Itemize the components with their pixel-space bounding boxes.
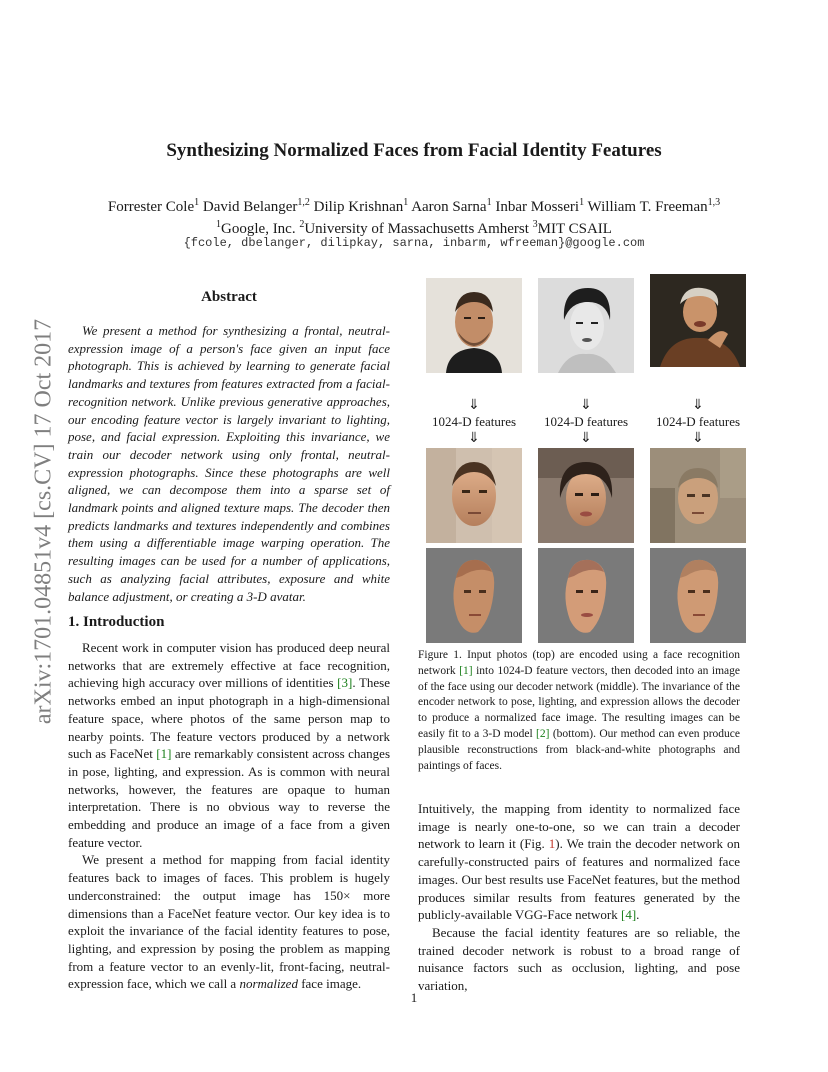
author-list	[0, 194, 828, 216]
figure-reference-link[interactable]: 1	[548, 836, 556, 852]
citation-link[interactable]: [4]	[621, 907, 637, 923]
down-arrow-icon: ⇓	[692, 430, 704, 446]
page-number: 1	[410, 990, 418, 1005]
decoded-face-man	[426, 448, 522, 543]
feature-label: 1024-D features	[431, 414, 517, 429]
arxiv-identifier: arXiv:1701.04851v4 [cs.CV] 17 Oct 2017	[30, 318, 57, 725]
citation-link[interactable]: [1]	[459, 664, 473, 677]
paper-title: Synthesizing Normalized Faces from Facial Identity Features	[166, 140, 662, 161]
feature-label: 1024-D features	[655, 414, 741, 429]
author-name: Aaron Sarna	[411, 199, 487, 215]
citation-link[interactable]: [3]	[337, 675, 353, 691]
feature-label: 1024-D features	[543, 414, 629, 429]
down-arrow-icon: ⇓	[580, 397, 592, 413]
figure-caption: Figure 1. Input photos (top) are encoded using a face recognition network [1] into 1024-D feature vectors, then decoded into an image of the face using our decoder network (middle). The invariance of the encoder network to pose, lighting, and expression allows the decoder to produce a normalized face image. The resulting images can be easily fit to a 3-D model [2] (bottom). Our method can even produce plausible reconstructions from black-and-white photographs and paintings of faces.	[418, 649, 741, 772]
input-painting-portrait	[650, 274, 746, 367]
abstract-heading: Abstract	[201, 289, 257, 305]
3d-model-painting	[650, 548, 746, 643]
down-arrow-icon: ⇓	[468, 430, 480, 446]
paragraph: Because the facial identity features are so reliable, the trained decoder network is robust to a broad range of nuisance factors such as occlusion, lighting, and pose variation,	[418, 924, 740, 994]
affiliation-name: MIT CSAIL	[537, 221, 612, 237]
author-affiliation: 1	[579, 197, 585, 208]
affiliation-name: Google, Inc.	[221, 221, 296, 237]
citation-link[interactable]: [1]	[156, 746, 172, 762]
decoded-face-painting	[650, 448, 746, 543]
affiliation-number: 3	[532, 219, 538, 230]
down-arrow-icon: ⇓	[580, 430, 592, 446]
affiliation-list	[0, 216, 828, 238]
section-heading-introduction: 1. Introduction	[68, 614, 165, 630]
author-affiliation: 1	[194, 197, 200, 208]
author-name: David Belanger	[202, 199, 298, 215]
author-block	[0, 194, 828, 238]
affiliation-number: 2	[299, 219, 305, 230]
author-name: Dilip Krishnan	[313, 199, 404, 215]
paragraph: Intuitively, the mapping from identity to normalized face image is nearly one-to-one, so we can train a decoder network to learn it (Fig. 1). We train the decoder network on carefully-constructed pairs of features and normalized face images. Our best results use FaceNet features, but the method produces similar results from features generated by the publicly-available VGG-Face network [4].	[418, 801, 740, 923]
author-name: Forrester Cole	[107, 199, 195, 215]
down-arrow-icon: ⇓	[692, 397, 704, 413]
input-photo-man	[426, 278, 522, 373]
author-affiliation: 1	[486, 197, 492, 208]
author-affiliation: 1,3	[707, 197, 721, 208]
input-photo-woman-bw	[538, 278, 634, 373]
citation-link[interactable]: [2]	[536, 727, 550, 740]
3d-model-man	[426, 548, 522, 643]
decoded-face-woman	[538, 448, 634, 543]
right-column-body	[418, 800, 740, 995]
3d-model-woman	[538, 548, 634, 643]
paragraph: We present a method for mapping from facial identity features back to images of faces. This problem is hugely underconstrained: the output image has 150× more dimensions than a FaceNet feature vector. Our key idea is to exploit the invariance of the facial identity features to pose, lighting, and expression by posing the problem as mapping from a feature vector to an evenly-lit, front-facing, neutral-expression face, which we call a normalized face image.	[68, 852, 390, 992]
abstract-text: We present a method for synthesizing a frontal, neutral-expression image of a person's face given an input face photograph. This is achieved by learning to generate facial landmarks and textures from features extracted from a facial-recognition network. Unlike previous generative approaches, our encoding feature vector is largely invariant to lighting, pose, and facial expression. Exploiting this invariance, we train our decoder network using only frontal, neutral-expression photographs. Since these photographs are well aligned, we can decompose them into a sparse set of landmark points and aligned texture maps. The decoder then predicts landmarks and textures independently and combines them using a differentiable image warping operation. The resulting images can be used for a number of applications, such as analyzing facial attributes, exposure and white balance adjustment, or creating a 3-D avatar.	[68, 323, 390, 604]
introduction-body	[68, 639, 390, 993]
figure-1	[418, 272, 748, 642]
author-email: {fcole, dbelanger, dilipkay, sarna, inbarm, wfreeman}@google.com	[183, 236, 645, 250]
paragraph: Recent work in computer vision has produced deep neural networks that are extremely effective at face recognition, achieving high accuracy over millions of identities [3]. These networks embed an input photograph in a high-dimensional feature space, where photos of the same person map to nearby points. The feature vectors produced by a network such as FaceNet [1] are remarkably consistent across changes in pose, lighting, and expression. As is common with neural networks, however, the features are opaque to human interpretation. There is no obvious way to reverse the embedding and produce an image of a face from a given feature vector.	[68, 640, 390, 850]
affiliation-name: University of Massachusetts Amherst	[304, 221, 529, 237]
author-affiliation: 1	[403, 197, 409, 208]
author-affiliation: 1,2	[297, 197, 310, 208]
author-name: Inbar Mosseri	[495, 199, 580, 215]
affiliation-number: 1	[216, 219, 222, 230]
author-name: William T. Freeman	[587, 199, 708, 215]
down-arrow-icon: ⇓	[468, 397, 480, 413]
